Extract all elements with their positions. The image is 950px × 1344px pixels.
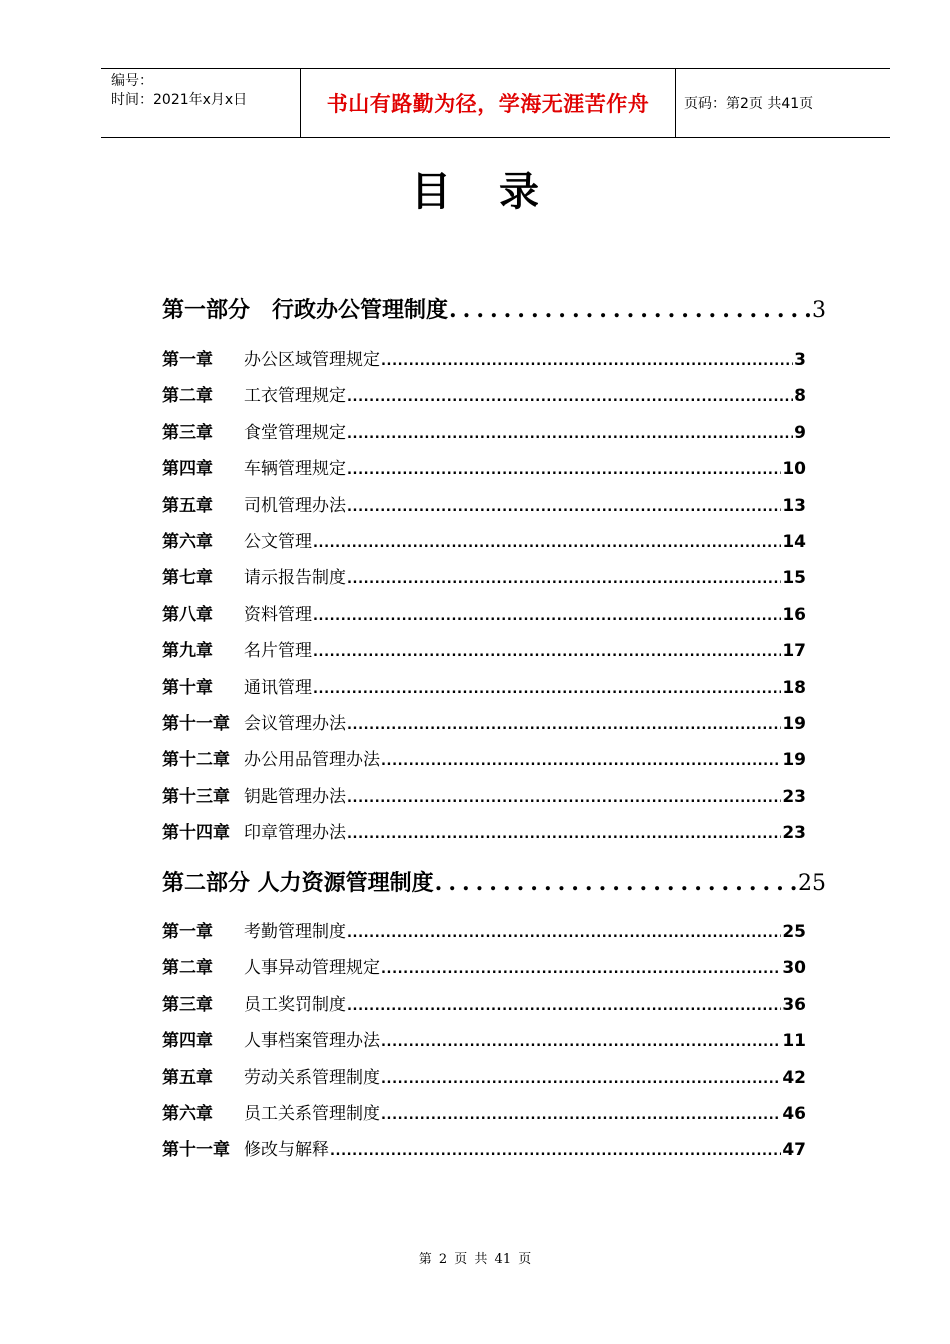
- chapter-page-number: 36: [782, 994, 806, 1015]
- toc-entry: [162, 345, 806, 370]
- chapter-title: 通讯管理: [244, 677, 312, 698]
- chapter-title: 请示报告制度: [244, 568, 346, 589]
- part-heading: [162, 866, 826, 897]
- chapter-title: 食堂管理规定: [244, 422, 346, 443]
- chapter-page-number: 19: [782, 750, 806, 771]
- chapter-page-number: 17: [782, 641, 806, 662]
- header-meta: [101, 69, 301, 137]
- dot-leader: [381, 1108, 781, 1123]
- toc-entry: [162, 418, 806, 443]
- chapter-page-number: 10: [782, 459, 806, 480]
- dot-leader: [347, 827, 781, 842]
- toc-entry: [162, 600, 806, 625]
- chapter-page-number: 18: [782, 677, 806, 698]
- chapter-number: 第五章: [162, 495, 213, 516]
- chapter-title: 办公用品管理办法: [244, 750, 380, 771]
- toc-entry: [162, 527, 806, 552]
- header-motto: 书山有路勤为径，学海无涯苦作舟: [301, 69, 676, 137]
- chapter-page-number: 13: [782, 495, 806, 516]
- toc-entry: [162, 673, 806, 698]
- dot-leader: [347, 999, 781, 1014]
- toc-entry: [162, 636, 806, 661]
- header-page-info: 页码：第2页 共41页: [684, 96, 814, 112]
- chapter-page-number: 14: [782, 532, 806, 552]
- toc-entry: [162, 953, 806, 978]
- chapter-page-number: 19: [782, 714, 806, 734]
- chapter-number: 第十章: [162, 677, 213, 698]
- dot-leader: [381, 354, 793, 369]
- chapter-number: 第二章: [162, 958, 213, 979]
- toc-entry: [162, 782, 806, 807]
- chapter-title: 会议管理办法: [244, 714, 346, 734]
- dot-leader: [347, 926, 781, 941]
- chapter-title: 公文管理: [244, 532, 312, 552]
- chapter-page-number: 42: [782, 1067, 806, 1088]
- toc-entry: [162, 1026, 806, 1051]
- chapter-title: 修改与解释: [244, 1140, 329, 1161]
- chapter-page-number: 3: [794, 350, 806, 370]
- chapter-page-number: 16: [782, 604, 806, 625]
- chapter-title: 考勤管理制度: [244, 922, 346, 942]
- dot-leader: [347, 390, 793, 405]
- chapter-page-number: 9: [794, 422, 806, 443]
- chapter-page-number: 23: [782, 786, 806, 807]
- chapter-number: 第六章: [162, 532, 213, 552]
- chapter-number: 第十一章: [162, 714, 230, 734]
- chapter-number: 第十三章: [162, 786, 230, 807]
- dot-leader: [313, 536, 781, 551]
- dot-leader: [330, 1144, 781, 1159]
- chapter-number: 第一章: [162, 922, 213, 942]
- chapter-title: 办公区域管理规定: [244, 350, 380, 370]
- toc-entry: [162, 1063, 806, 1088]
- chapter-number: 第十一章: [162, 1140, 230, 1161]
- toc-entry: [162, 990, 806, 1015]
- toc-entry: [162, 454, 806, 479]
- dot-leader: [381, 1035, 781, 1050]
- chapter-title: 员工奖罚制度: [244, 994, 346, 1015]
- toc-title: 目录: [411, 168, 587, 215]
- chapter-title: 员工关系管理制度: [244, 1104, 380, 1124]
- dot-leader: [435, 870, 797, 896]
- chapter-title: 印章管理办法: [244, 823, 346, 844]
- time-label: 时间：2021年x月x日: [111, 92, 248, 108]
- dot-leader: [381, 1072, 781, 1087]
- dot-leader: [381, 754, 781, 769]
- dot-leader: [347, 791, 781, 806]
- dot-leader: [313, 682, 781, 697]
- chapter-number: 第七章: [162, 568, 213, 589]
- chapter-title: 人事异动管理规定: [244, 958, 380, 979]
- chapter-number: 第五章: [162, 1067, 213, 1088]
- chapter-page-number: 15: [782, 568, 806, 589]
- chapter-number: 第四章: [162, 1031, 213, 1052]
- chapter-page-number: 23: [782, 823, 806, 844]
- dot-leader: [381, 962, 781, 977]
- chapter-title: 钥匙管理办法: [244, 786, 346, 807]
- chapter-title: 司机管理办法: [244, 495, 346, 516]
- chapter-number: 第六章: [162, 1104, 213, 1124]
- chapter-page-number: 47: [782, 1140, 806, 1161]
- part-page-number: 3: [812, 298, 826, 323]
- chapter-title: 工衣管理规定: [244, 386, 346, 407]
- chapter-page-number: 46: [782, 1104, 806, 1124]
- toc-entry: [162, 818, 806, 843]
- chapter-number: 第一章: [162, 350, 213, 370]
- dot-leader: [347, 718, 781, 733]
- chapter-page-number: 11: [782, 1031, 806, 1052]
- chapter-title: 名片管理: [244, 641, 312, 662]
- dot-leader: [347, 500, 781, 515]
- toc-entry: [162, 709, 806, 734]
- dot-leader: [347, 463, 781, 478]
- chapter-number: 第三章: [162, 422, 213, 443]
- chapter-number: 第九章: [162, 641, 213, 662]
- dot-leader: [347, 572, 781, 587]
- page-footer: 第 2 页 共 41 页: [418, 1252, 532, 1267]
- chapter-page-number: 30: [782, 958, 806, 979]
- chapter-page-number: 25: [782, 922, 806, 942]
- part-heading: [162, 293, 826, 324]
- serial-label: 编号：: [111, 73, 153, 89]
- toc-entry: [162, 1099, 806, 1124]
- dot-leader: [347, 427, 793, 442]
- toc-entry: [162, 917, 806, 942]
- chapter-number: 第十四章: [162, 823, 230, 844]
- chapter-number: 第八章: [162, 604, 213, 625]
- toc-entry: [162, 381, 806, 406]
- chapter-page-number: 8: [794, 386, 806, 407]
- toc-entry: [162, 563, 806, 588]
- dot-leader: [313, 645, 781, 660]
- chapter-number: 第十二章: [162, 750, 230, 771]
- chapter-number: 第二章: [162, 386, 213, 407]
- chapter-number: 第三章: [162, 994, 213, 1015]
- part-label: 第二部分 人力资源管理制度: [162, 871, 434, 896]
- chapter-number: 第四章: [162, 459, 213, 480]
- chapter-title: 人事档案管理办法: [244, 1031, 380, 1052]
- dot-leader: [313, 609, 781, 624]
- chapter-title: 劳动关系管理制度: [244, 1067, 380, 1088]
- dot-leader: [449, 297, 811, 323]
- page-header: [101, 68, 890, 138]
- chapter-title: 资料管理: [244, 604, 312, 625]
- chapter-title: 车辆管理规定: [244, 459, 346, 480]
- toc-entry: [162, 1135, 806, 1160]
- toc-entry: [162, 491, 806, 516]
- part-page-number: 25: [798, 871, 826, 896]
- part-label: 第一部分 行政办公管理制度: [162, 298, 449, 323]
- toc-entry: [162, 745, 806, 770]
